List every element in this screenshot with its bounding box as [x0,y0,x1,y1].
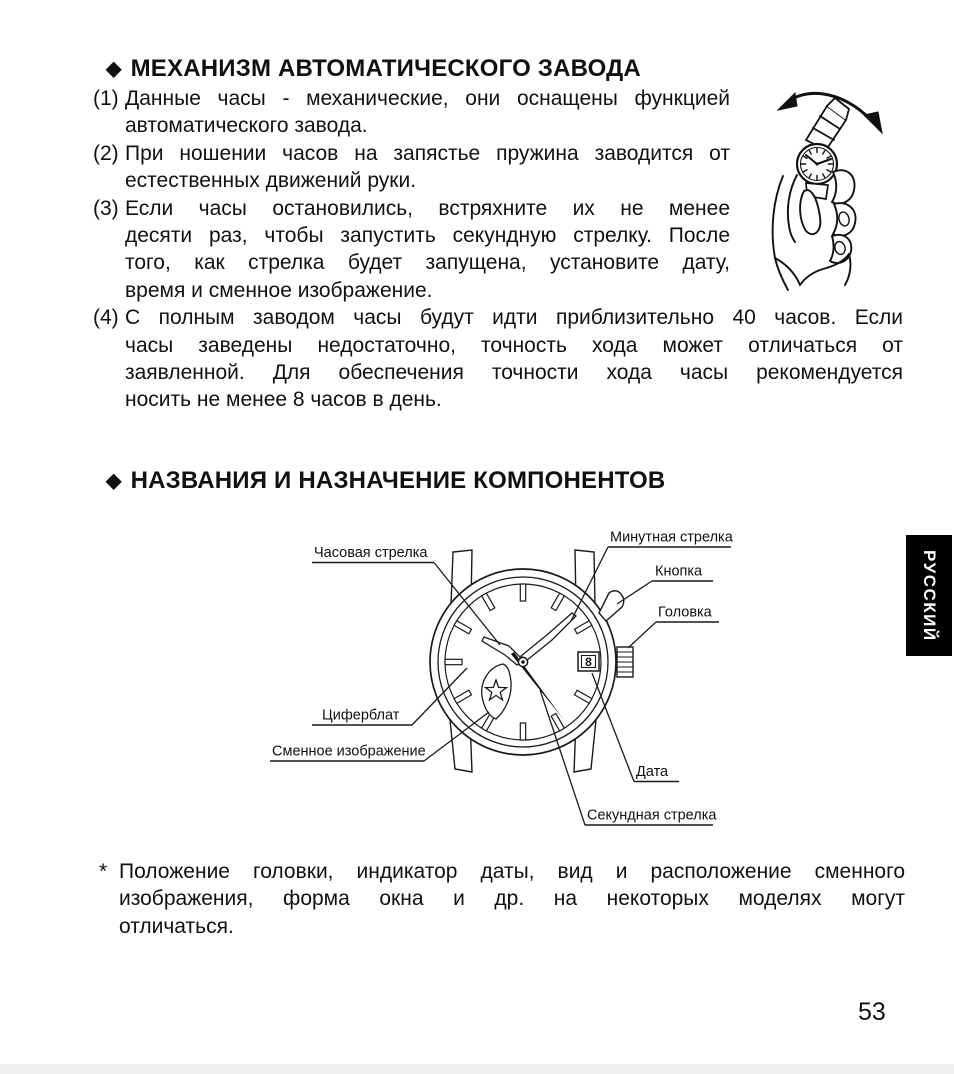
text-line: десяти раз, чтобы запустить секундную стрелку. После [125,224,730,248]
list-item [93,304,903,414]
center-dot [521,660,525,664]
list-item [93,195,730,305]
text-line: При ношении часов на запястье пружина заводится от [125,141,730,165]
language-tab [906,535,952,656]
item-marker: (2) [93,141,119,165]
section-title-auto-winding [106,56,641,82]
list-item [93,85,730,140]
label-minute-hand: Минутная стрелка [610,529,733,546]
list-item [93,140,730,195]
label-second-hand: Секундная стрелка [587,807,717,824]
diamond-icon: ◆ [106,58,122,80]
section1-title-text: МЕХАНИЗМ АВТОМАТИЧЕСКОГО ЗАВОДА [130,55,641,82]
label-date: Дата [636,764,669,780]
text-line: автоматического завода. [125,114,368,138]
text-line: часы заведены недостаточно, точность хода может отличаться от [125,333,903,357]
section-title-components [106,468,665,494]
footnote [93,858,905,940]
date-value: 8 [585,655,592,669]
text-line: время и сменное изображение. [125,278,433,302]
label-dial: Циферблат [322,707,400,724]
diamond-icon: ◆ [106,470,122,492]
page-number: 53 [858,998,886,1026]
text-line: Положение головки, индикатор даты, вид и расположение сменного [119,860,905,883]
crown [617,647,633,677]
arrowhead-right-icon [864,112,882,133]
text-line: естественных движений руки. [125,169,417,193]
watch-band [806,98,849,150]
watch-face [797,144,837,184]
item-marker: (4) [93,306,119,330]
label-hour-hand: Часовая стрелка [314,545,428,561]
arrowhead-left-icon [778,93,797,110]
text-line: заявленной. Для обеспечения точности хода часы рекомендуется [125,361,903,385]
label-changing-image: Сменное изображение [272,743,426,760]
text-line: того, как стрелка будет запущена, установите дату, [125,251,730,275]
text-line: Данные часы - механические, они оснащены функцией [125,87,730,110]
hand-shake-illustration [745,80,905,295]
watch-diagram [270,515,750,845]
item-marker: (3) [93,196,119,220]
text-line: Если часы остановились, встряхните их не менее [125,196,730,220]
text-line: изображения, форма окна и др. на некоторых моделях могут [119,887,905,911]
text-line: отличаться. [119,914,234,938]
label-crown: Головка [658,604,712,621]
item-marker: (1) [93,87,119,110]
label-button: Кнопка [655,563,703,580]
text-line: носить не менее 8 часов в день. [125,388,442,412]
text-line: С полным заводом часы будут идти приблизительно 40 часов. Если [125,306,903,330]
footnote-marker: * [99,860,108,883]
section2-title-text: НАЗВАНИЯ И НАЗНАЧЕНИЕ КОМПОНЕНТОВ [130,467,666,494]
language-tab-label: РУССКИЙ [920,549,939,642]
button [599,591,624,621]
scan-edge [0,1064,954,1074]
